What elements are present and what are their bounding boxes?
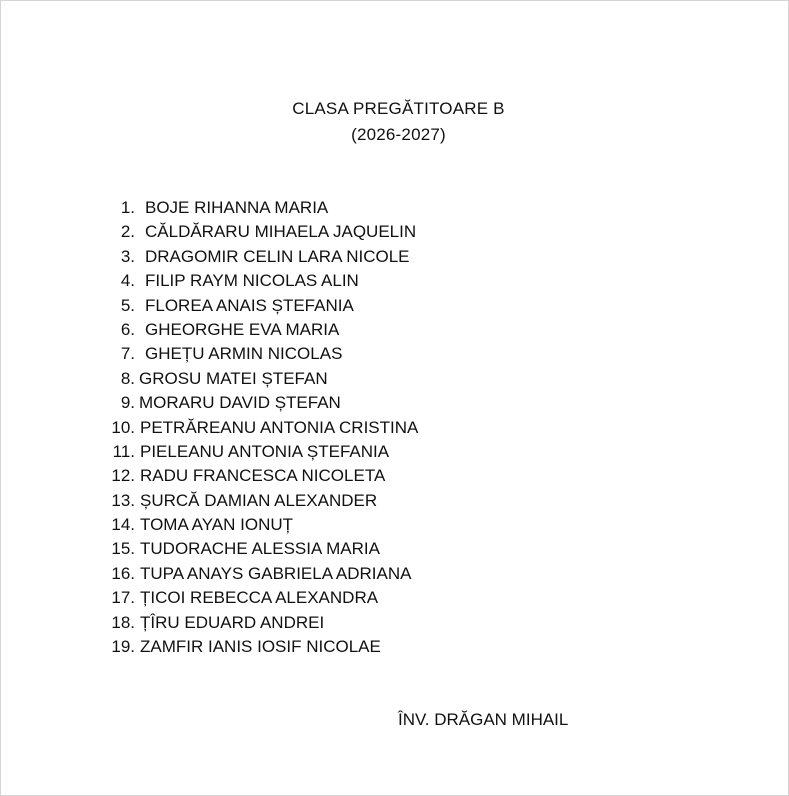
list-item-number: 15. <box>111 539 135 559</box>
list-item-number: 3. <box>120 246 135 266</box>
list-item-name: ȚÎRU EDUARD ANDREI <box>140 612 325 632</box>
list-item-name: PIELEANU ANTONIA ȘTEFANIA <box>140 441 390 461</box>
list-item-number: 5. <box>120 295 135 315</box>
list-item-number: 16. <box>111 563 135 583</box>
list-item-number: 8. <box>120 368 135 388</box>
list-item-number: 17. <box>111 588 135 608</box>
teacher-signature: ÎNV. DRĂGAN MIHAIL <box>398 710 569 729</box>
list-item-name: FLOREA ANAIS ȘTEFANIA <box>145 295 354 315</box>
list-item-number: 13. <box>111 490 135 510</box>
list-item-name: TOMA AYAN IONUȚ <box>140 515 294 535</box>
page-title: CLASA PREGĂTITOARE B <box>292 99 505 118</box>
list-item-number: 10. <box>111 417 135 437</box>
list-item-name: ȚICOI REBECCA ALEXANDRA <box>140 588 379 608</box>
list-item-name: ȘURCĂ DAMIAN ALEXANDER <box>140 490 378 510</box>
list-item-name: ZAMFIR IANIS IOSIF NICOLAE <box>140 637 381 657</box>
list-item-name: TUDORACHE ALESSIA MARIA <box>140 539 380 559</box>
list-item-number: 19. <box>111 637 135 657</box>
list-item-name: BOJE RIHANNA MARIA <box>145 198 329 217</box>
list-item-number: 9. <box>120 393 135 413</box>
school-year: (2026-2027) <box>351 125 446 144</box>
list-item-name: TUPA ANAYS GABRIELA ADRIANA <box>140 563 412 583</box>
list-item-name: FILIP RAYM NICOLAS ALIN <box>145 271 359 291</box>
list-item-name: PETRĂREANU ANTONIA CRISTINA <box>140 417 419 437</box>
list-item-number: 4. <box>120 271 135 291</box>
list-item-name: GHEORGHE EVA MARIA <box>145 319 340 339</box>
list-item-number: 18. <box>111 612 135 632</box>
list-item-number: 6. <box>120 319 135 339</box>
list-item-name: CĂLDĂRARU MIHAELA JAQUELIN <box>145 222 417 242</box>
list-item-name: RADU FRANCESCA NICOLETA <box>140 466 386 486</box>
list-item-name: DRAGOMIR CELIN LARA NICOLE <box>145 246 410 266</box>
list-item-number: 11. <box>112 441 135 461</box>
list-item-name: GHEȚU ARMIN NICOLAS <box>145 344 343 364</box>
list-item-number: 14. <box>111 515 135 535</box>
list-item-name: MORARU DAVID ȘTEFAN <box>139 393 341 413</box>
list-item-number: 7. <box>120 344 135 364</box>
list-item-number: 1. <box>120 198 135 217</box>
list-item-number: 12. <box>111 466 135 486</box>
list-item-name: GROSU MATEI ȘTEFAN <box>139 368 328 388</box>
list-item-number: 2. <box>120 222 135 242</box>
